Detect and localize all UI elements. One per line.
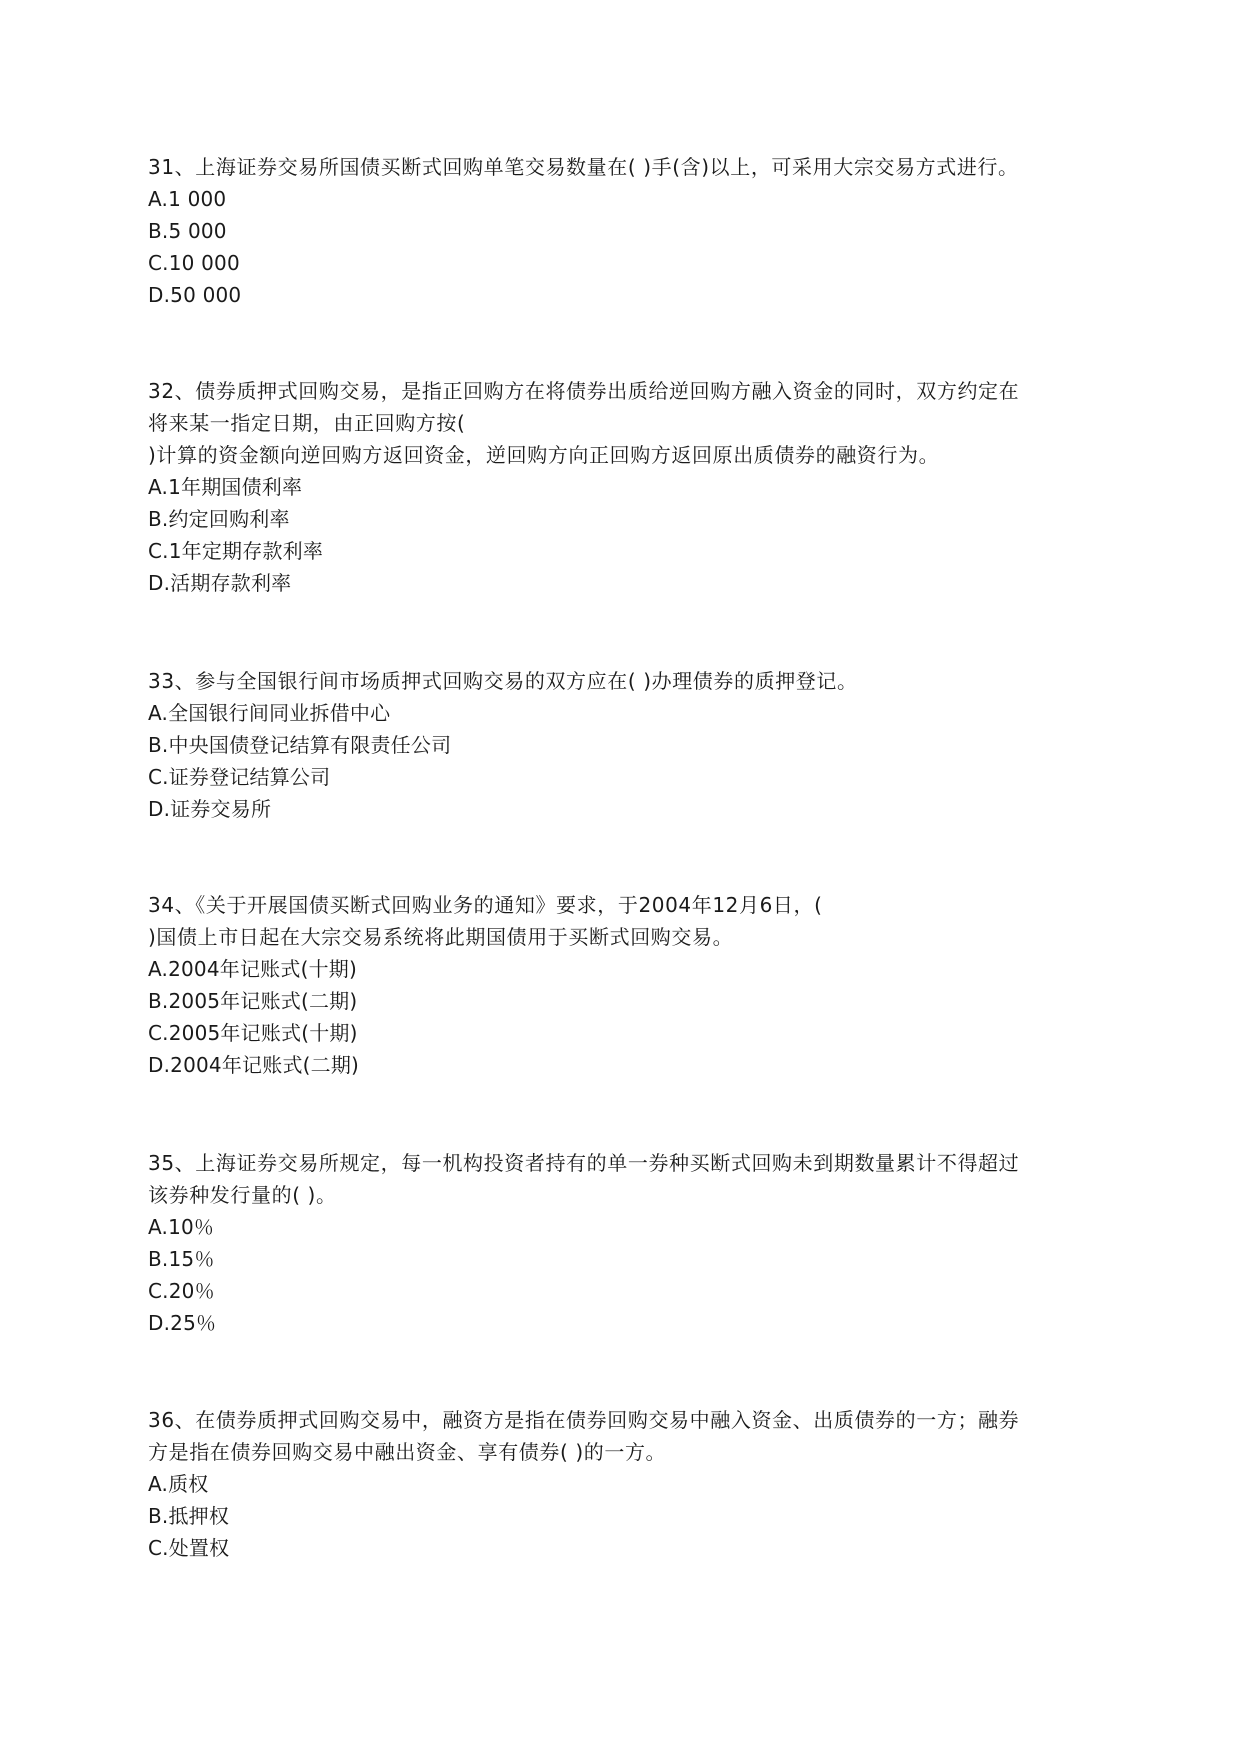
stem-line: 34、《关于开展国债买断式回购业务的通知》要求，于2004年12月6日，( bbox=[148, 893, 823, 917]
option-c: C.2005年记账式(十期) bbox=[148, 1021, 358, 1045]
option-list bbox=[148, 1211, 1088, 1339]
question-35 bbox=[148, 1147, 1088, 1339]
stem-line: 31、上海证券交易所国债买断式回购单笔交易数量在( )手(含)以上，可采用大宗交易方式进行。 bbox=[148, 155, 1019, 179]
option-a: A.质权 bbox=[148, 1472, 209, 1496]
stem-line: 将来某一指定日期，由正回购方按( bbox=[148, 411, 466, 435]
option-b: B.约定回购利率 bbox=[148, 507, 290, 531]
option-c: C.处置权 bbox=[148, 1536, 230, 1560]
option-c: C.10 000 bbox=[148, 251, 240, 275]
question-stem bbox=[148, 375, 1088, 471]
option-b: B.5 000 bbox=[148, 219, 227, 243]
option-d: D.证券交易所 bbox=[148, 797, 272, 821]
option-d: D.活期存款利率 bbox=[148, 571, 292, 595]
option-d: D.50 000 bbox=[148, 283, 242, 307]
question-stem bbox=[148, 665, 1088, 697]
option-list bbox=[148, 183, 1088, 311]
option-a: A.2004年记账式(十期) bbox=[148, 957, 357, 981]
option-a: A.全国银行间同业拆借中心 bbox=[148, 701, 391, 725]
option-c: C.证券登记结算公司 bbox=[148, 765, 331, 789]
option-list bbox=[148, 953, 1088, 1081]
option-a: A.1年期国债利率 bbox=[148, 475, 303, 499]
stem-line: 33、参与全国银行间市场质押式回购交易的双方应在( )办理债券的质押登记。 bbox=[148, 669, 858, 693]
stem-line: 32、债券质押式回购交易，是指正回购方在将债券出质给逆回购方融入资金的同时，双方约定在 bbox=[148, 379, 1020, 403]
option-list bbox=[148, 697, 1088, 825]
option-a: A.10％ bbox=[148, 1215, 215, 1239]
option-list bbox=[148, 1468, 1088, 1564]
question-32 bbox=[148, 375, 1088, 599]
question-33 bbox=[148, 665, 1088, 825]
question-stem bbox=[148, 889, 1088, 953]
stem-line: 36、在债券质押式回购交易中，融资方是指在债券回购交易中融入资金、出质债券的一方；融券 bbox=[148, 1408, 1020, 1432]
question-31 bbox=[148, 151, 1088, 311]
option-d: D.25％ bbox=[148, 1311, 217, 1335]
question-34 bbox=[148, 889, 1088, 1081]
stem-line: 该券种发行量的( )。 bbox=[148, 1183, 337, 1207]
option-b: B.2005年记账式(二期) bbox=[148, 989, 358, 1013]
stem-line: )国债上市日起在大宗交易系统将此期国债用于买断式回购交易。 bbox=[148, 925, 734, 949]
option-d: D.2004年记账式(二期) bbox=[148, 1053, 360, 1077]
option-b: B.抵押权 bbox=[148, 1504, 230, 1528]
question-stem bbox=[148, 151, 1088, 183]
stem-line: )计算的资金额向逆回购方返回资金，逆回购方向正回购方返回原出质债券的融资行为。 bbox=[148, 443, 940, 467]
option-a: A.1 000 bbox=[148, 187, 227, 211]
option-list bbox=[148, 471, 1088, 599]
option-b: B.15％ bbox=[148, 1247, 215, 1271]
option-b: B.中央国债登记结算有限责任公司 bbox=[148, 733, 452, 757]
option-c: C.1年定期存款利率 bbox=[148, 539, 324, 563]
question-stem bbox=[148, 1404, 1088, 1468]
stem-line: 35、上海证券交易所规定，每一机构投资者持有的单一券种买断式回购未到期数量累计不得超过 bbox=[148, 1151, 1020, 1175]
stem-line: 方是指在债券回购交易中融出资金、享有债券( )的一方。 bbox=[148, 1440, 667, 1464]
question-stem bbox=[148, 1147, 1088, 1211]
option-c: C.20％ bbox=[148, 1279, 215, 1303]
question-36 bbox=[148, 1404, 1088, 1564]
